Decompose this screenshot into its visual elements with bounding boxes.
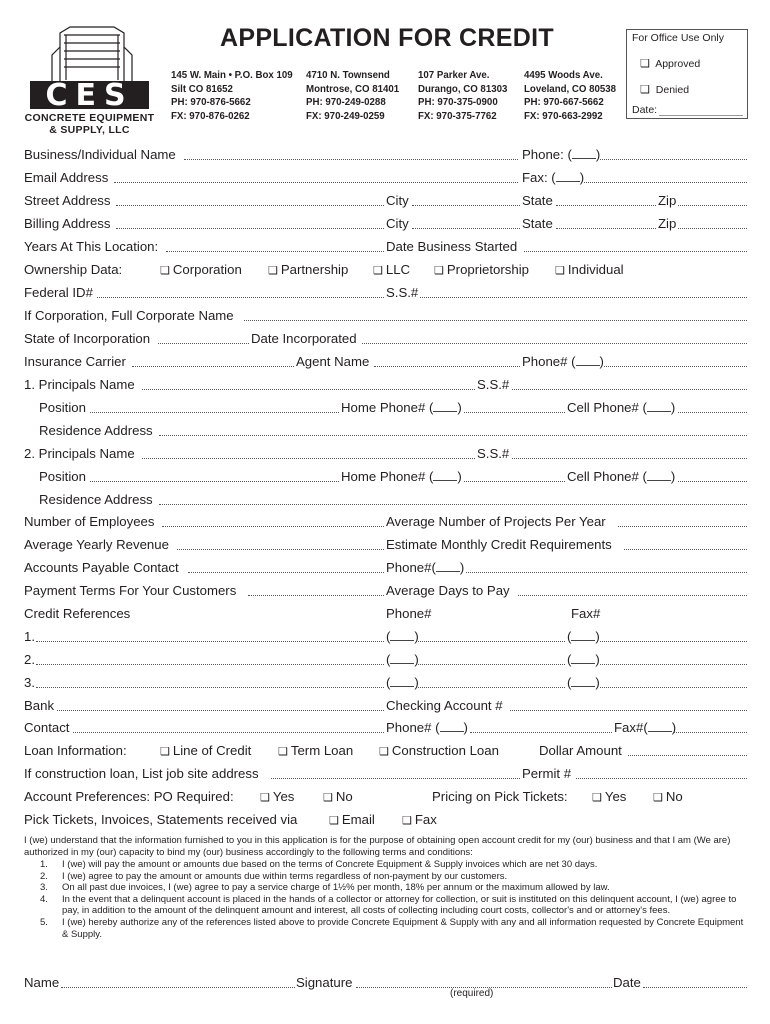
- ss-field[interactable]: [420, 297, 747, 298]
- loan-term-loan[interactable]: [278, 743, 353, 760]
- credit-ref-3-phone-number[interactable]: [418, 687, 565, 688]
- checkbox-icon: ❑: [555, 265, 565, 277]
- contact-fax-number[interactable]: [674, 732, 747, 733]
- logo-name-line1: CONCRETE EQUIPMENT: [24, 112, 155, 124]
- open-paren: (: [386, 652, 391, 667]
- email-field[interactable]: [114, 182, 518, 183]
- ownership-individual-label: Individual: [567, 262, 624, 277]
- checking-label: Checking Account #: [386, 698, 503, 713]
- area-code-underline: [576, 354, 600, 366]
- loan-construction-loan[interactable]: [379, 743, 499, 760]
- phone-number-field[interactable]: [600, 159, 747, 160]
- credit-refs-label: Credit References: [24, 606, 131, 621]
- billing-label: Billing Address: [24, 216, 111, 231]
- terms-intro: I (we) understand that the information furnished to you in this application is for the purpose of obtaining open account credit for my (our) business and that I am (We are) authorized in my (our) capacity to bind my (our) business accordingly to the following terms and conditions:: [24, 835, 731, 858]
- employees-label: Number of Employees: [24, 514, 155, 529]
- area-code-underline: [647, 469, 671, 481]
- credit-ref-2-phone-number[interactable]: [418, 664, 565, 665]
- location-line: FX: 970-249-0259: [306, 110, 385, 122]
- credit-ref-2-phone[interactable]: [386, 652, 419, 668]
- business-name-label: Business/Individual Name: [24, 147, 176, 162]
- permit-label: Permit #: [522, 766, 572, 781]
- signature-label: Signature: [296, 975, 353, 990]
- close-paren: ): [457, 469, 462, 484]
- avg-days-label: Average Days to Pay: [386, 583, 510, 598]
- area-code-underline: [390, 629, 414, 641]
- checkbox-icon: ❑: [260, 792, 270, 804]
- bank-field[interactable]: [57, 710, 384, 711]
- pricing-label: Pricing on Pick Tickets:: [432, 789, 568, 804]
- ap-phone-field-label: Phone#(: [386, 560, 436, 575]
- area-code-underline: [436, 560, 460, 572]
- billing-state-field[interactable]: [556, 228, 656, 229]
- avg-revenue-label: Average Yearly Revenue: [24, 537, 169, 552]
- date-inc-label: Date Incorporated: [251, 331, 357, 346]
- billing-field[interactable]: [116, 228, 384, 229]
- pricing-no[interactable]: [653, 789, 683, 806]
- employees-field[interactable]: [162, 526, 384, 527]
- checkbox-icon: ❑: [160, 746, 170, 758]
- close-paren: ): [670, 400, 676, 415]
- phone-field-label: Phone: (: [522, 147, 572, 162]
- agent-label: Agent Name: [296, 354, 370, 369]
- checkbox-icon: ❑: [592, 792, 602, 804]
- pricing-no-label: No: [665, 789, 683, 804]
- location-line: 4495 Woods Ave.: [524, 70, 603, 81]
- area-code-underline: [440, 720, 464, 732]
- principal2-cell-phone-number[interactable]: [678, 481, 747, 482]
- po-required-no[interactable]: [323, 789, 353, 806]
- est-credit-label: Estimate Monthly Credit Requirements: [386, 537, 612, 552]
- checkbox-icon: ❑: [323, 792, 333, 804]
- checkbox-icon: ❑: [278, 746, 288, 758]
- ownership-corporation[interactable]: [160, 262, 242, 279]
- federal-id-label: Federal ID#: [24, 285, 93, 300]
- location-silt: [171, 69, 293, 123]
- fax-field-label: Fax: (: [522, 170, 556, 185]
- open-paren: (: [386, 675, 391, 690]
- location-line: PH: 970-249-0288: [306, 97, 386, 109]
- pick-tickets-label: Pick Tickets, Invoices, Statements received via: [24, 812, 298, 827]
- loan-term-loan-label: Term Loan: [290, 743, 354, 758]
- credit-refs-phone-header: Phone#: [386, 606, 432, 621]
- city-field[interactable]: [412, 205, 520, 206]
- payment-terms-label: Payment Terms For Your Customers: [24, 583, 237, 598]
- signature-name-label: Name: [24, 975, 60, 990]
- open-paren: (: [567, 675, 572, 690]
- area-code-underline: [390, 652, 414, 664]
- date-started-field[interactable]: [524, 251, 747, 252]
- office-approved[interactable]: [640, 57, 700, 70]
- principal1-cell-phone-field[interactable]: [567, 400, 675, 416]
- po-required-yes[interactable]: [260, 789, 294, 806]
- city-label: City: [386, 193, 409, 208]
- principal1-position-label: Position: [39, 400, 86, 415]
- credit-ref-1-phone-number[interactable]: [418, 641, 565, 642]
- terms-item: 5. I (we) hereby authorize any of the references listed above to provide Concrete Equipment & Supply with any and all information requested by Concrete Equipment & Supply.: [40, 916, 744, 940]
- checkbox-icon: ❑: [640, 58, 650, 70]
- credit-ref-1-label: 1.: [24, 629, 35, 644]
- area-code-underline: [571, 675, 595, 687]
- location-loveland: [524, 69, 616, 123]
- principal1-home-phone-number[interactable]: [464, 412, 565, 413]
- delivery-email-label: Email: [341, 812, 375, 827]
- credit-ref-2-field[interactable]: [36, 664, 384, 665]
- credit-ref-2-fax[interactable]: [567, 652, 600, 668]
- checkbox-icon: ❑: [268, 265, 278, 277]
- principal1-position-field[interactable]: [90, 412, 339, 413]
- location-durango: [418, 69, 507, 123]
- terms-item: 1. I (we) will pay the amount or amounts due based on the terms of Concrete Equipment & Supply invoices which are net 30 days.: [40, 859, 598, 870]
- credit-ref-3-label: 3.: [24, 675, 35, 690]
- contact-phone-field-label: Phone# (: [386, 720, 440, 735]
- principal2-position-label: Position: [39, 469, 86, 484]
- po-required-yes-label: Yes: [272, 789, 295, 804]
- corp-name-field[interactable]: [244, 320, 747, 321]
- insurance-field[interactable]: [132, 366, 294, 367]
- signature-date-field[interactable]: [643, 987, 747, 988]
- phone-field[interactable]: [522, 147, 600, 163]
- checkbox-icon: ❑: [160, 265, 170, 277]
- billing-state-label: State: [522, 216, 553, 231]
- page-title: APPLICATION FOR CREDIT: [220, 24, 554, 52]
- principal1-ss-field[interactable]: [512, 389, 747, 390]
- street-label: Street Address: [24, 193, 111, 208]
- state-inc-label: State of Incorporation: [24, 331, 151, 346]
- ownership-corporation-label: Corporation: [172, 262, 242, 277]
- billing-city-label: City: [386, 216, 409, 231]
- ap-phone-field[interactable]: [386, 560, 464, 576]
- terms-item-text: I (we) agree to pay the amount or amounts due within terms regardless of non-payment by our customers.: [62, 870, 508, 882]
- close-paren: ): [595, 675, 600, 690]
- checkbox-icon: ❑: [402, 815, 412, 827]
- checkbox-icon: ❑: [379, 746, 389, 758]
- avg-projects-label: Average Number of Projects Per Year: [386, 514, 606, 529]
- area-code-underline: [390, 675, 414, 687]
- ownership-proprietorship-label: Proprietorship: [446, 262, 529, 277]
- office-title: For Office Use Only: [632, 32, 724, 44]
- ap-phone-number-field[interactable]: [466, 572, 747, 573]
- contact-fax-field[interactable]: [614, 720, 676, 736]
- principal1-ss-label: S.S.#: [477, 377, 510, 392]
- area-code-underline: [648, 720, 672, 732]
- close-paren: ): [671, 720, 677, 735]
- terms-list: [24, 859, 748, 940]
- loan-line-of-credit[interactable]: [160, 743, 251, 760]
- credit-ref-3-field[interactable]: [36, 687, 384, 688]
- credit-ref-3-fax-number[interactable]: [600, 687, 747, 688]
- credit-ref-2-label: 2.: [24, 652, 35, 667]
- credit-ref-1-fax-number[interactable]: [600, 641, 747, 642]
- close-paren: ): [459, 560, 465, 575]
- job-site-label: If construction loan, List job site address: [24, 766, 259, 781]
- billing-zip-label: Zip: [658, 216, 677, 231]
- permit-field[interactable]: [576, 778, 747, 779]
- avg-revenue-field[interactable]: [177, 549, 384, 550]
- area-code-underline: [571, 629, 595, 641]
- ownership-llc[interactable]: [373, 262, 410, 279]
- open-paren: (: [567, 652, 572, 667]
- principal2-position-field[interactable]: [90, 481, 339, 482]
- ap-contact-label: Accounts Payable Contact: [24, 560, 179, 575]
- credit-ref-3-fax[interactable]: [567, 675, 600, 691]
- principal2-cell-phone-field[interactable]: [567, 469, 675, 485]
- principal1-cell-phone-field-label: Cell Phone# (: [567, 400, 647, 415]
- checkbox-icon: ❑: [640, 84, 650, 96]
- ownership-individual[interactable]: [555, 262, 624, 279]
- principal2-cell-phone-field-label: Cell Phone# (: [567, 469, 647, 484]
- area-code-underline: [572, 147, 596, 159]
- delivery-fax[interactable]: [402, 812, 437, 829]
- location-line: FX: 970-663-2992: [524, 110, 603, 122]
- principal1-home-phone-field-label: Home Phone# (: [341, 400, 434, 415]
- years-field[interactable]: [166, 251, 384, 252]
- close-paren: ): [595, 652, 600, 667]
- location-montrose: [306, 69, 399, 123]
- loan-info-label: Loan Information:: [24, 743, 127, 758]
- state-inc-field[interactable]: [158, 343, 249, 344]
- principal1-name-label: 1. Principals Name: [24, 377, 135, 392]
- location-line: 107 Parker Ave.: [418, 70, 490, 81]
- years-label: Years At This Location:: [24, 239, 159, 254]
- checkbox-icon: ❑: [373, 265, 383, 277]
- loan-construction-loan-label: Construction Loan: [391, 743, 499, 758]
- checkbox-icon: ❑: [434, 265, 444, 277]
- business-name-field[interactable]: [184, 159, 518, 160]
- contact-fax-field-label: Fax#(: [614, 720, 648, 735]
- contact-field[interactable]: [73, 732, 384, 733]
- ownership-label: Ownership Data:: [24, 262, 123, 277]
- principal2-residence-label: Residence Address: [39, 492, 153, 507]
- avg-days-field[interactable]: [518, 595, 747, 596]
- job-site-field[interactable]: [271, 778, 520, 779]
- location-line: Montrose, CO 81401: [306, 83, 400, 95]
- state-field[interactable]: [556, 205, 656, 206]
- principal2-name-field[interactable]: [142, 458, 475, 459]
- federal-id-field[interactable]: [97, 297, 384, 298]
- principal2-home-phone-field[interactable]: [341, 469, 462, 485]
- delivery-email[interactable]: [329, 812, 375, 829]
- date-inc-field[interactable]: [362, 343, 747, 344]
- office-denied[interactable]: [640, 83, 689, 96]
- area-code-underline: [556, 170, 580, 182]
- zip-label: Zip: [658, 193, 677, 208]
- office-date-label: Date:: [632, 104, 658, 116]
- contact-phone-number[interactable]: [470, 732, 612, 733]
- credit-ref-1-field[interactable]: [36, 641, 384, 642]
- credit-ref-1-phone[interactable]: [386, 629, 419, 645]
- state-label: State: [522, 193, 553, 208]
- email-label: Email Address: [24, 170, 109, 185]
- location-line: PH: 970-375-0900: [418, 97, 498, 109]
- location-line: 145 W. Main • P.O. Box 109: [171, 70, 293, 81]
- street-field[interactable]: [116, 205, 384, 206]
- credit-refs-fax-header: Fax#: [571, 606, 601, 621]
- close-paren: ): [670, 469, 676, 484]
- principal2-home-phone-field-label: Home Phone# (: [341, 469, 434, 484]
- delivery-fax-label: Fax: [414, 812, 437, 827]
- fax-field[interactable]: [522, 170, 584, 186]
- signature-date-label: Date: [613, 975, 641, 990]
- ownership-llc-label: LLC: [385, 262, 411, 277]
- credit-ref-3-phone[interactable]: [386, 675, 419, 691]
- ap-contact-field[interactable]: [188, 572, 384, 573]
- ownership-partnership-label: Partnership: [280, 262, 349, 277]
- date-started-label: Date Business Started: [386, 239, 518, 254]
- avg-projects-field[interactable]: [618, 526, 747, 527]
- company-logo: [22, 25, 157, 135]
- pricing-yes-label: Yes: [604, 789, 627, 804]
- loan-line-of-credit-label: Line of Credit: [172, 743, 252, 758]
- area-code-underline: [571, 652, 595, 664]
- principal2-ss-field[interactable]: [512, 458, 747, 459]
- signature-required-note: (required): [450, 988, 494, 999]
- location-line: PH: 970-667-5662: [524, 97, 604, 109]
- office-approved-label: Approved: [655, 58, 701, 70]
- ss-label: S.S.#: [386, 285, 419, 300]
- area-code-underline: [647, 400, 671, 412]
- est-credit-field[interactable]: [624, 549, 747, 550]
- office-denied-label: Denied: [655, 84, 690, 96]
- account-preferences-label: Account Preferences: PO Required:: [24, 789, 234, 804]
- open-paren: (: [386, 629, 391, 644]
- billing-zip-field[interactable]: [678, 228, 747, 229]
- checkbox-icon: ❑: [653, 792, 663, 804]
- insurance-label: Insurance Carrier: [24, 354, 126, 369]
- close-paren: ): [595, 629, 600, 644]
- principal2-home-phone-number[interactable]: [464, 481, 565, 482]
- pricing-yes[interactable]: [592, 789, 626, 806]
- bank-label: Bank: [24, 698, 55, 713]
- close-paren: ): [414, 652, 419, 667]
- logo-name-line2: & SUPPLY, LLC: [49, 124, 130, 136]
- checkbox-icon: ❑: [329, 815, 339, 827]
- area-code-underline: [433, 400, 457, 412]
- checking-field[interactable]: [510, 710, 747, 711]
- insurance-phone-field[interactable]: [522, 354, 604, 370]
- terms-item-text: I (we) will pay the amount or amounts due based on the terms of Concrete Equipment & Supply invoices which are net 30 days.: [62, 859, 598, 870]
- principal1-residence-field[interactable]: [159, 435, 747, 436]
- location-line: PH: 970-876-5662: [171, 97, 251, 109]
- location-line: Silt CO 81652: [171, 83, 233, 95]
- agent-field[interactable]: [374, 366, 520, 367]
- logo-letters: CES: [45, 78, 134, 113]
- contact-label: Contact: [24, 720, 70, 735]
- insurance-phone-field-label: Phone# (: [522, 354, 576, 369]
- terms-item-text: In the event that a delinquent account is placed in the hands of a collector or attorney for collection, or suit is instituted on this delinquent account, I (we) agree to pay, in addition to the amount of the delinquent amount and interest, all costs of collecting including court costs, collector's and or attorney's fees.: [62, 893, 737, 917]
- principal2-name-label: 2. Principals Name: [24, 446, 135, 461]
- ownership-partnership[interactable]: [268, 262, 348, 279]
- terms-item-text: On all past due invoices, I (we) agree to pay a service charge of 1½% per month, 18% per annum or the maximum allowed by law.: [62, 882, 610, 894]
- dollar-amount-field[interactable]: [628, 755, 747, 756]
- location-line: FX: 970-876-0262: [171, 110, 250, 122]
- principal1-name-field[interactable]: [142, 389, 475, 390]
- close-paren: ): [414, 629, 419, 644]
- terms-item: 4. In the event that a delinquent account is placed in the hands of a collector or attorney for collection, or suit is instituted on this delinquent account, I (we) agree to pay, in addition to the amount of the delinquent amount and interest, all costs of collecting including court costs, collector's and or attorney's fees.: [40, 893, 737, 917]
- principal2-ss-label: S.S.#: [477, 446, 510, 461]
- fax-number-field[interactable]: [584, 182, 747, 183]
- close-paren: ): [457, 400, 462, 415]
- office-use-box: [626, 29, 748, 119]
- close-paren: ): [414, 675, 419, 690]
- close-paren: ): [595, 147, 601, 162]
- terms-item-text: I (we) hereby authorize any of the references listed above to provide Concrete Equipment & Supply with any and all information requested by Concrete Equipment & Supply.: [62, 916, 744, 940]
- close-paren: ): [579, 170, 585, 185]
- po-required-no-label: No: [335, 789, 353, 804]
- ownership-proprietorship[interactable]: [434, 262, 529, 279]
- open-paren: (: [567, 629, 572, 644]
- signature-name-field[interactable]: [61, 987, 295, 988]
- corp-name-label: If Corporation, Full Corporate Name: [24, 308, 234, 323]
- office-date-line[interactable]: [659, 115, 743, 116]
- payment-terms-field[interactable]: [248, 595, 384, 596]
- principal1-residence-label: Residence Address: [39, 423, 153, 438]
- insurance-phone-number-field[interactable]: [604, 366, 747, 367]
- principal1-cell-phone-number[interactable]: [678, 412, 747, 413]
- close-paren: ): [599, 354, 604, 369]
- area-code-underline: [433, 469, 457, 481]
- close-paren: ): [463, 720, 468, 735]
- location-line: Durango, CO 81303: [418, 83, 508, 95]
- terms-item: 3. On all past due invoices, I (we) agree to pay a service charge of 1½% per month, 18% per annum or the maximum allowed by law.: [40, 882, 610, 894]
- credit-ref-1-fax[interactable]: [567, 629, 600, 645]
- billing-city-field[interactable]: [412, 228, 520, 229]
- principal1-home-phone-field[interactable]: [341, 400, 462, 416]
- location-line: 4710 N. Townsend: [306, 70, 390, 81]
- contact-phone-field[interactable]: [386, 720, 468, 736]
- dollar-amount-label: Dollar Amount: [539, 743, 622, 758]
- zip-field[interactable]: [678, 205, 747, 206]
- principal2-residence-field[interactable]: [159, 504, 747, 505]
- terms-item: 2. I (we) agree to pay the amount or amounts due within terms regardless of non-payment by our customers.: [40, 870, 508, 882]
- location-line: FX: 970-375-7762: [418, 110, 497, 122]
- location-line: Loveland, CO 80538: [524, 83, 617, 95]
- credit-ref-2-fax-number[interactable]: [600, 664, 747, 665]
